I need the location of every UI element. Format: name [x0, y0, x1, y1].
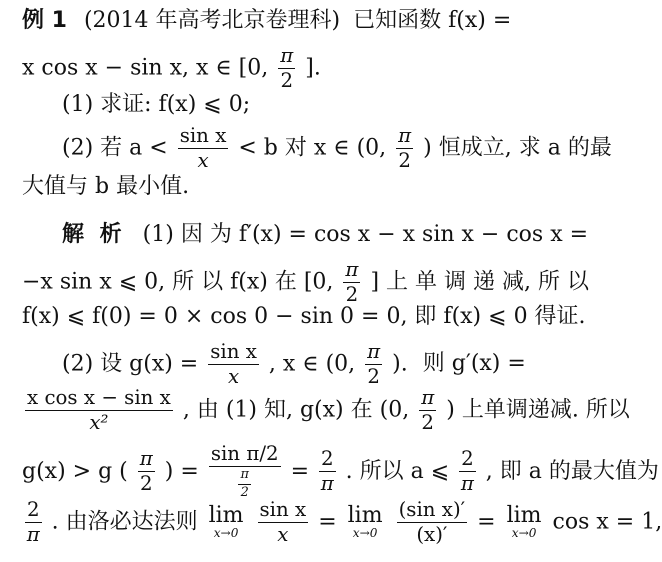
part1-statement: (1) 求证: f(x) ⩽ 0; — [62, 92, 251, 117]
solution-step2-c-tail2: , 即 a 的最大值为 — [485, 458, 659, 484]
solution-step2-a-prefix: (2) 设 g(x) = — [62, 351, 199, 377]
fraction-numerator: sin x — [210, 340, 257, 363]
fraction-denominator: x — [277, 522, 289, 546]
fraction-denominator: π — [460, 472, 474, 496]
paren-open: ( — [119, 458, 128, 484]
solution-step2-b-line — [22, 386, 630, 434]
solution-header-line — [62, 224, 662, 246]
limit-subscript: x→0 — [511, 526, 537, 541]
solution-step2-c-line — [22, 442, 659, 500]
solution-step2-d-tail: cos x = 1, — [552, 509, 662, 535]
solution-step1-c-line — [22, 306, 622, 328]
interval-open: (0, — [325, 351, 356, 377]
solution-step2-c-prefix: g(x) > g — [22, 458, 113, 484]
interval-left: [0, — [238, 55, 269, 81]
fraction-denominator: x — [227, 364, 240, 388]
pi-over-two-fraction — [343, 260, 360, 305]
solution-label: 解 析 — [62, 222, 126, 247]
fraction-numerator: π — [398, 124, 412, 147]
solution-step1-b: −x sin x ⩽ 0, 所 以 f(x) 在 — [22, 269, 297, 295]
sinx-over-x-fraction — [208, 342, 259, 387]
equals-sign: = — [290, 458, 310, 484]
pi-over-two-fraction — [365, 342, 382, 387]
fraction-numerator: 2 — [321, 447, 334, 471]
function-definition-line — [22, 46, 622, 91]
interval-open: (0, — [379, 397, 410, 423]
part2-line2: 大值与 b 最小值. — [22, 174, 190, 199]
fraction-denominator: π — [320, 472, 334, 496]
solution-step2-a-line — [62, 342, 662, 387]
part1-line — [62, 94, 662, 116]
fraction-denominator: 2 — [367, 364, 380, 388]
solution-step1-a: (1) 因 为 f′(x) = cos x − x sin x − cos x = — [142, 222, 589, 247]
solution-step1-b-tail: 上 单 调 递 减, 所 以 — [386, 269, 589, 295]
fraction-numerator: sin π/2 — [210, 442, 279, 465]
two-over-pi-fraction — [319, 449, 336, 494]
derivative-ratio-fraction — [397, 500, 468, 545]
interval-open: [0, — [303, 269, 334, 295]
fraction-numerator: sin x — [259, 498, 307, 521]
part2-close: ) — [423, 135, 432, 161]
fraction-numerator: π — [280, 44, 294, 67]
fraction-numerator: π — [345, 258, 359, 281]
limit-word: lim — [208, 503, 244, 529]
limit-word: lim — [506, 503, 542, 529]
equals-sign: = — [477, 509, 496, 535]
fraction-denominator: 2 — [139, 472, 153, 496]
fraction-denominator: 2 — [398, 148, 411, 172]
equals-sign: = — [180, 458, 199, 484]
pi-over-two-small-fraction — [238, 466, 250, 500]
solution-step1-b-line — [22, 260, 622, 305]
limit-subscript: x→0 — [213, 526, 239, 541]
pi-over-two-fraction — [419, 388, 436, 433]
solution-step2-c-tail: . 所以 a ⩽ — [345, 458, 450, 484]
interval-close: ). — [392, 351, 408, 377]
solution-step1-c: f(x) ⩽ f(0) = 0 × cos 0 − sin 0 = 0, 即 f(x) ⩽ 0 得证. — [22, 304, 586, 329]
equals-sign: = — [318, 509, 337, 535]
example-intro: 已知函数 f(x) = — [353, 8, 512, 33]
part2-continuation-line — [22, 176, 622, 198]
paren-close: ) — [164, 458, 174, 484]
solution-step2-d-mid: . 由洛必达法则 — [51, 509, 198, 535]
fraction-numerator: π — [367, 340, 381, 363]
limit-operator — [348, 505, 383, 539]
fraction-numerator: (sin x)′ — [398, 498, 466, 521]
pi-over-two-fraction — [278, 46, 295, 91]
derivative-fraction — [25, 388, 173, 433]
solution-step2-a-tail: 则 g′(x) = — [422, 351, 526, 377]
fraction-denominator: x — [197, 148, 209, 172]
fraction-numerator: sin x — [179, 124, 227, 147]
fraction-denominator: 2 — [280, 68, 294, 92]
solution-step2-a-mid: , x ∈ — [268, 351, 319, 377]
solution-step2-b-tail: 上单调递减. 所以 — [461, 397, 630, 423]
limit-word: lim — [347, 503, 383, 529]
limit-subscript: x→0 — [352, 526, 378, 541]
sinx-over-x-fraction — [178, 126, 229, 171]
part2-prefix: (2) 若 a < — [62, 135, 168, 161]
solution-step2-b-mid: , 由 (1) 知, g(x) 在 — [182, 397, 373, 423]
interval-close: ) — [446, 397, 455, 423]
limit-operator — [507, 505, 542, 539]
fraction-numerator: π — [238, 469, 250, 485]
fraction-denominator: π — [26, 522, 40, 546]
limit-operator — [209, 505, 244, 539]
two-over-pi-fraction — [25, 500, 42, 545]
two-over-pi-fraction — [459, 449, 476, 494]
fraction-denominator — [235, 467, 253, 500]
fraction-denominator: x² — [89, 410, 109, 434]
part2-open: (0, — [356, 135, 387, 161]
fraction-numerator: 2 — [461, 447, 474, 471]
interval-close: ] — [370, 269, 380, 295]
sinx-over-x-fraction — [258, 500, 309, 545]
fraction-denominator: 2 — [421, 410, 434, 434]
fraction-numerator: π — [139, 447, 153, 471]
fraction-numerator: 2 — [27, 498, 40, 521]
interval-right: ]. — [305, 55, 321, 81]
example-header-line — [22, 10, 622, 32]
function-definition: x cos x − sin x, x ∈ — [22, 55, 232, 81]
fraction-numerator: x cos x − sin x — [27, 386, 171, 409]
part2-mid: < b 对 x ∈ — [238, 135, 350, 161]
part2-suffix: 恒成立, 求 a 的最 — [438, 135, 612, 161]
fraction-denominator: (x)′ — [416, 522, 448, 546]
fraction-denominator: 2 — [240, 484, 249, 500]
pi-over-two-fraction — [138, 449, 155, 494]
example-source: (2014 年高考北京卷理科) — [83, 8, 341, 33]
example-label: 例 1 — [22, 8, 67, 33]
fraction-denominator: 2 — [345, 282, 359, 306]
fraction-numerator: π — [421, 386, 435, 409]
part2-line — [62, 126, 662, 171]
solution-step2-d-line — [22, 498, 662, 546]
pi-over-two-fraction — [396, 126, 413, 171]
sin-pi-half-over-pi-half-fraction — [209, 444, 281, 500]
